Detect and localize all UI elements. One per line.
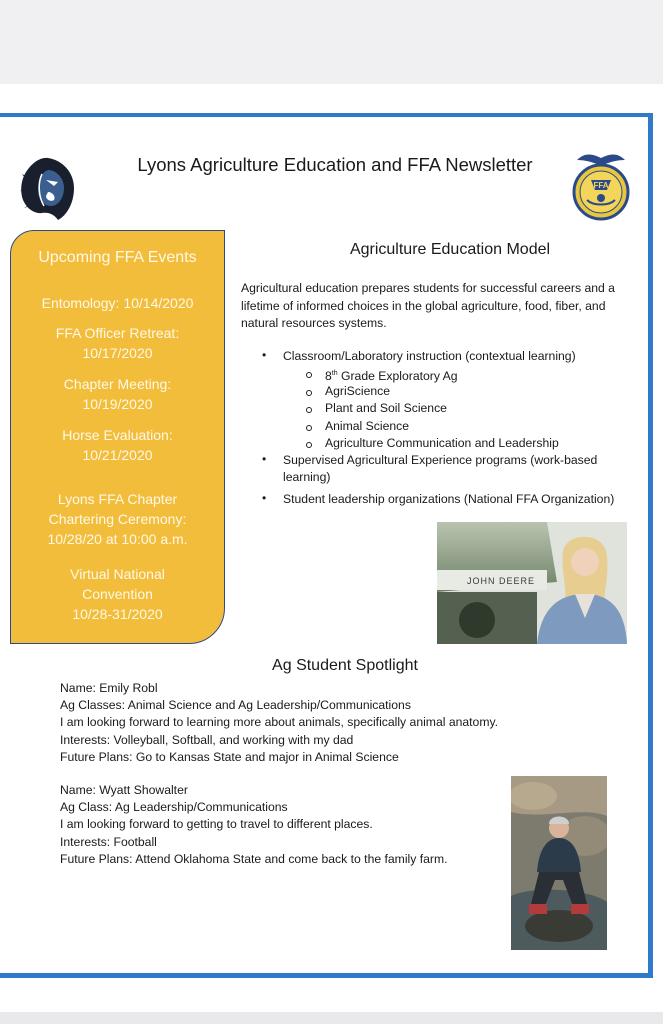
model-intro: Agricultural education prepares students for successful careers and a lifetime of informed choices in the global agriculture, food, fiber, and natural resources systems. bbox=[241, 281, 615, 330]
profile-line: Name: Wyatt Showalter bbox=[60, 783, 188, 797]
profile-line: Future Plans: Go to Kansas State and major in Animal Science bbox=[60, 749, 399, 764]
sub-bullet-item: Agriculture Communication and Leadership bbox=[325, 436, 559, 450]
model-heading: Agriculture Education Model bbox=[349, 241, 551, 258]
profile-line: Interests: Football bbox=[60, 834, 157, 849]
profile-line: Name: Emily Robl bbox=[60, 681, 158, 695]
event-item: Horse Evaluation: 10/21/2020 bbox=[62, 427, 173, 463]
sub-bullet-icon bbox=[306, 407, 312, 413]
student-profile-emily bbox=[60, 680, 498, 766]
event-item: Chapter Meeting: 10/19/2020 bbox=[63, 376, 172, 412]
sub-bullet-item: Plant and Soil Science bbox=[325, 401, 447, 415]
bullet-icon: • bbox=[262, 348, 267, 362]
svg-text:FFA: FFA bbox=[593, 181, 609, 190]
sub-bullet-icon bbox=[306, 372, 312, 378]
event-item: Virtual National Convention 10/28-31/2020 bbox=[70, 566, 165, 622]
profile-line: I am looking forward to learning more about animals, specifically animal anatomy. bbox=[60, 715, 499, 730]
newsletter-title: Lyons Agriculture Education and FFA Newsletter bbox=[137, 154, 533, 175]
top-margin bbox=[0, 0, 663, 84]
student-photo-emily bbox=[437, 522, 627, 644]
bullet-icon: • bbox=[262, 452, 267, 466]
bullet-item: Student leadership organizations (National FFA Organization) bbox=[283, 492, 615, 506]
sub-bullet-item: 8th Grade Exploratory Ag bbox=[325, 369, 458, 384]
events-heading: Upcoming FFA Events bbox=[38, 249, 197, 266]
upcoming-events-box bbox=[10, 230, 225, 644]
sub-bullet-item: AgriScience bbox=[325, 384, 391, 398]
svg-text:JOHN DEERE: JOHN DEERE bbox=[467, 576, 536, 586]
profile-line: I am looking forward to getting to travel to different places. bbox=[60, 817, 373, 832]
student-photo-wyatt bbox=[511, 776, 607, 950]
lion-mascot-icon bbox=[18, 156, 76, 222]
sub-bullet-icon bbox=[306, 390, 312, 396]
event-item: Lyons FFA Chapter Chartering Ceremony: 10/28/20 at 10:00 a.m. bbox=[47, 491, 188, 547]
bullet-item: Classroom/Laboratory instruction (contextual learning) bbox=[283, 349, 576, 363]
sub-bullet-icon bbox=[306, 442, 312, 448]
sub-bullet-icon bbox=[306, 425, 312, 431]
student-profile-wyatt bbox=[60, 782, 447, 868]
spotlight-heading: Ag Student Spotlight bbox=[272, 657, 418, 674]
event-item: FFA Officer Retreat: 10/17/2020 bbox=[55, 325, 180, 361]
sub-bullet-item: Animal Science bbox=[325, 419, 409, 433]
bullet-item: Supervised Agricultural Experience programs (work-based learning) bbox=[283, 453, 598, 484]
bullet-icon: • bbox=[262, 491, 267, 505]
ffa-emblem-icon bbox=[571, 148, 631, 222]
bottom-margin bbox=[0, 1012, 663, 1024]
profile-line: Ag Class: Ag Leadership/Communications bbox=[60, 800, 288, 815]
profile-line: Future Plans: Attend Oklahoma State and come back to the family farm. bbox=[60, 851, 448, 866]
event-item: Entomology: 10/14/2020 bbox=[41, 295, 194, 311]
profile-line: Ag Classes: Animal Science and Ag Leadership/Communications bbox=[60, 698, 411, 713]
profile-line: Interests: Volleyball, Softball, and working with my dad bbox=[60, 732, 354, 747]
